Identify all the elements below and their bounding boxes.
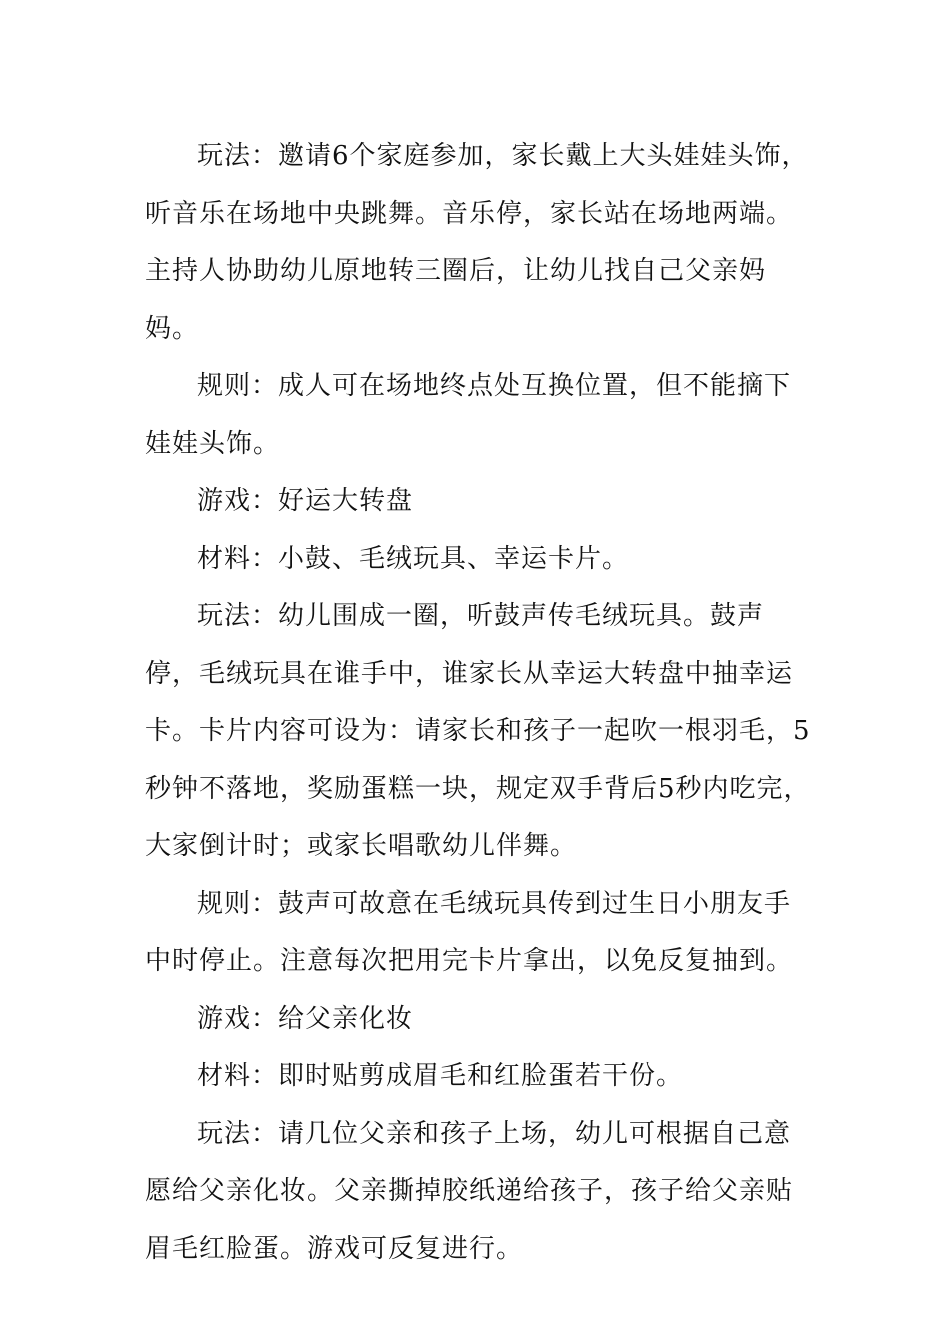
paragraph-materials-3: 材料：即时贴剪成眉毛和红脸蛋若干份。 bbox=[197, 1061, 684, 1091]
paragraph-rules-1: 规则：成人可在场地终点处互换位置，但不能摘下娃娃头饰。 bbox=[145, 371, 792, 459]
paragraph-materials-2: 材料：小鼓、毛绒玩具、幸运卡片。 bbox=[197, 543, 630, 574]
paragraph-gameplay-1: 玩法：邀请6个家庭参加，家长戴上大头娃娃头饰，听音乐在场地中央跳舞。音乐停，家长站在场地两端。主持人协助幼儿原地转三圈后，让幼儿找自己父亲妈妈。 bbox=[145, 141, 809, 344]
paragraph-game-title-2: 游戏：好运大转盘 bbox=[197, 486, 414, 516]
paragraph-rules-2: 规则：鼓声可故意在毛绒玩具传到过生日小朋友手中时停止。注意每次把用完卡片拿出，以免反复抽到。 bbox=[145, 888, 794, 976]
document-body bbox=[145, 128, 811, 1278]
paragraph-gameplay-2: 玩法：幼儿围成一圈，听鼓声传毛绒玩具。鼓声停，毛绒玩具在谁手中，谁家长从幸运大转盘中抽幸运卡。卡片内容可设为：请家长和孩子一起吹一根羽毛，5秒钟不落地，奖励蛋糕一块，规定双手背后5秒内吃完，大家倒计时；或家长唱歌幼儿伴舞。 bbox=[145, 601, 811, 861]
paragraph-gameplay-3: 玩法：请几位父亲和孩子上场，幼儿可根据自己意愿给父亲化妆。父亲撕掉胶纸递给孩子，孩子给父亲贴眉毛红脸蛋。游戏可反复进行。 bbox=[145, 1118, 794, 1264]
paragraph-game-title-3: 游戏：给父亲化妆 bbox=[197, 1003, 414, 1034]
